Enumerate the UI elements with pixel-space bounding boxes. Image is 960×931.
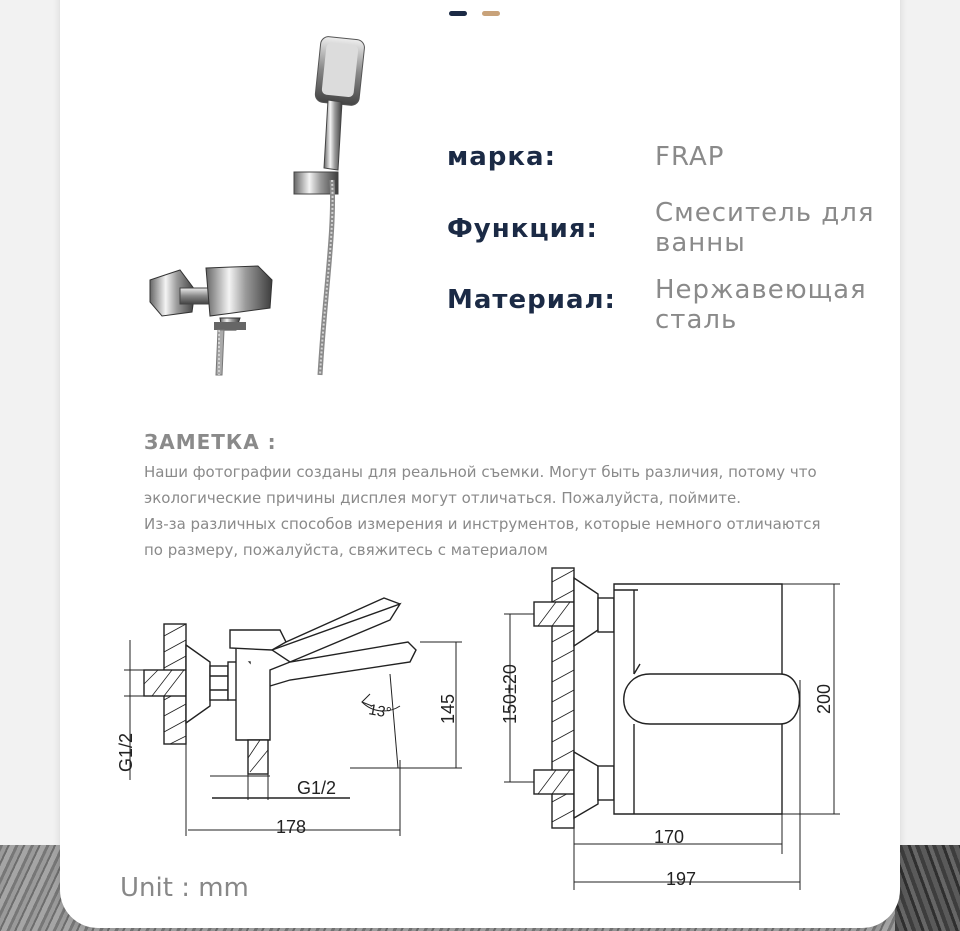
spec-material-value-line: сталь bbox=[655, 305, 738, 335]
carousel-dot[interactable] bbox=[482, 11, 500, 16]
dim-200: 200 bbox=[814, 683, 834, 714]
spec-function-value bbox=[655, 198, 895, 258]
spec-function-value-line: ванны bbox=[655, 228, 746, 258]
note-line: Наши фотографии созданы для реальной съемки. Могут быть различия, потому что bbox=[144, 463, 817, 481]
dim-178: 178 bbox=[276, 817, 307, 837]
note-line: экологические причины дисплея могут отличаться. Пожалуйста, поймите. bbox=[144, 489, 741, 507]
spec-brand-value: FRAP bbox=[655, 142, 725, 172]
dim-angle: 13° bbox=[367, 701, 393, 722]
dim-170: 170 bbox=[654, 827, 685, 847]
spec-material-label: Материал: bbox=[447, 285, 616, 315]
dim-g12-horizontal: G1/2 bbox=[297, 778, 337, 798]
spec-material-value-line: Нержавеющая bbox=[655, 275, 867, 305]
technical-drawing-side bbox=[100, 590, 480, 850]
technical-drawing-front bbox=[490, 560, 850, 890]
spec-function-value-line: Смеситель для bbox=[655, 198, 875, 228]
spec-material-value bbox=[655, 275, 895, 335]
spec-brand-label: марка: bbox=[447, 142, 556, 172]
unit-label: Unit : mm bbox=[120, 873, 249, 903]
note-line: Из-за различных способов измерения и инструментов, которые немного отличаются bbox=[144, 515, 821, 533]
note-title: ЗАМЕТКА : bbox=[144, 430, 277, 454]
carousel-dot-active[interactable] bbox=[449, 11, 467, 16]
background-dark-texture bbox=[895, 845, 960, 931]
spec-function-label: Функция: bbox=[447, 214, 598, 244]
dim-g12-vertical: G1/2 bbox=[116, 732, 136, 772]
dim-197: 197 bbox=[666, 869, 697, 889]
dim-150: 150±20 bbox=[500, 664, 520, 724]
note-line: по размеру, пожалуйста, свяжитесь с материалом bbox=[144, 541, 548, 559]
dim-145: 145 bbox=[438, 693, 458, 724]
product-image bbox=[140, 30, 440, 380]
